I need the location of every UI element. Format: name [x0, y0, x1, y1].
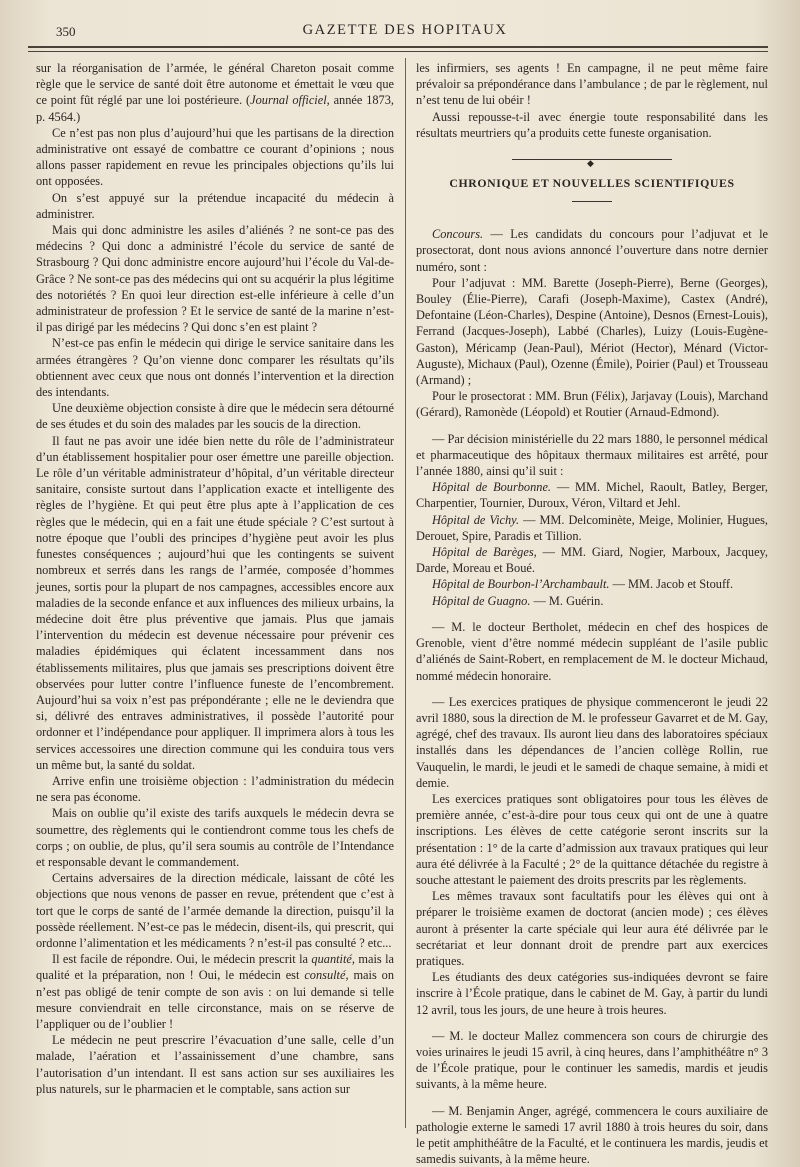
- text-run: les infirmiers, ses agents ! En campagne, il ne peut même faire prévaloir sa prépondérance dans l’ambulance ; de par le règlement, nul n’est tenu de lui obéir !: [416, 61, 768, 108]
- text-run: mais on n’est pas obligé de tenir compte de son avis : on lui demande si telle mesure conviendrait en telle circonstance, mais on se réserve de l’appliquer ou de l’oublier !: [36, 968, 394, 1031]
- italic-text: Hôpital de Barèges,: [432, 545, 537, 560]
- text-run: Arrive enfin une troisième objection : l’administration du médecin ne sera pas économe.: [36, 773, 394, 805]
- text-run: année 1873, p. 4564.): [36, 93, 394, 124]
- paragraph: [36, 400, 394, 432]
- text-run: sur la réorganisation de l’armée, le général Chareton posait comme règle que le service de santé doit être autonome et émettait le vœu que ce point fût réglé par une loi postérieure. (: [36, 61, 394, 108]
- paragraph: [36, 773, 394, 805]
- journal-title: GAZETTE DES HOPITAUX: [302, 22, 508, 38]
- news-items: [416, 226, 768, 1167]
- text-run: — MM. Giard, Nogier, Marboux, Jacquey, Darde, Moreau et Boué.: [416, 545, 769, 576]
- paragraph: [416, 479, 768, 511]
- paragraph: [36, 60, 394, 125]
- paragraph: [36, 870, 394, 951]
- text-run: — MM. Jacob et Stouff.: [609, 577, 734, 592]
- text-run: N’est-ce pas enfin le médecin qui dirige le service sanitaire dans les armées étrangères ? Qu’on vienne donc comparer les résultats qu’ils obtiennent avec ceux que nous ont donnés l’intervention et la direction des intendants.: [36, 336, 394, 400]
- paragraph: [416, 60, 768, 109]
- heading-rule: [572, 201, 612, 202]
- paragraph: [416, 888, 768, 969]
- text-run: On s’est appuyé sur la prétendue incapacité du médecin à administrer.: [36, 190, 394, 221]
- paragraph: [416, 275, 768, 388]
- text-run: Mais qui donc administre les asiles d’aliénés ? ne sont-ce pas des médecins ? Qui donc a administré l’école du service de santé de Strasbourg ? Qui donc administre encore aujourd’hui l’école du Val-de-Grâce ? Ne sont-ce pas des médecins qui ont su acquérir la plus légitime des notoriétés ? En quoi leur direction est-elle inférieure à celle d’un administrateur de profession ? Et le service de santé de la marine n’est-il pas dirigé par les médecins ? Qui donc s’en est plaint ?: [36, 223, 394, 335]
- italic-text: Hôpital de Bourbonne.: [432, 480, 552, 495]
- paragraph: [416, 1103, 768, 1167]
- page-header: [40, 20, 770, 42]
- paragraph: [416, 694, 768, 791]
- page-number: 350: [56, 24, 76, 39]
- text-run: mais la qualité et la préparation, non ! Oui, le médecin est: [36, 952, 394, 983]
- left-column: [36, 60, 394, 1097]
- text-run: — Les candidats du concours pour l’adjuvat et le prosectorat, dont nous avions annoncé l’ouverture dans notre dernier numéro, sont :: [416, 227, 768, 274]
- text-run: Pour l’adjuvat : MM. Barette (Joseph-Pierre), Berne (Georges), Bouley (Élie-Pierre), Carafi (Joseph-Maxime), Castex (André), Defontaine (Léon-Charles), Despine (Antoine), Desnos (Ernest-Louis), Ferrand (Jacques-Joseph), Labbé (Charles), Luizy (Louis-Eugène-Gaston), Méricamp (Jean-Paul), Mériot (Hector), Ménard (Victor-Auguste), Michaux (Paul), Ozenne (Émile), Poirier (Paul) et Trousseau (Armand) ;: [416, 275, 768, 388]
- text-run: — M. Guérin.: [530, 593, 604, 608]
- paragraph: [36, 805, 394, 870]
- section-heading: CHRONIQUE ET NOUVELLES SCIENTIFIQUES: [449, 176, 735, 191]
- column-divider: [405, 58, 406, 1128]
- paragraph: [36, 335, 394, 400]
- text-run: Le médecin ne peut prescrire l’évacuation d’une salle, celle d’un malade, l’aération et l’assainissement d’une chambre, sans l’autorisation d’un intendant. Il est sans action sur ses auxiliaires les plus naturels, sur le pharmacien et le comptable, sans action sur: [36, 1033, 394, 1096]
- text-run: — MM. Delcominète, Meige, Molinier, Hugues, Derouet, Spire, Paradis et Tillion.: [416, 512, 768, 543]
- text-run: — M. Benjamin Anger, agrégé, commencera le cours auxiliaire de pathologie externe le samedi 17 avril 1880 à trois heures du soir, dans le petit amphithéâtre de la Faculté, et le continuera les mardis, jeudis et samedis suivants, à la même heure.: [416, 1103, 768, 1167]
- text-run: Ce n’est pas non plus d’aujourd’hui que les partisans de la direction administrative ont essayé de combattre ce courant d’opinions ; nous allons passer rapidement en revue les principales objections qu’ils lui ont opposées.: [36, 125, 394, 189]
- paragraph: [416, 109, 768, 141]
- paragraph: [36, 1032, 394, 1097]
- italic-text: Journal officiel,: [250, 93, 330, 108]
- italic-text: Hôpital de Guagno.: [432, 593, 531, 608]
- italic-text: Hôpital de Bourbon-l’Archambault.: [432, 577, 610, 592]
- ornamental-divider: [416, 153, 768, 167]
- italic-text: Hôpital de Vichy.: [432, 512, 520, 527]
- text-run: Certains adversaires de la direction médicale, laissant de côté les objections que nous venons de passer en revue, prétendent que c’est à tort que le corps de santé de l’armée demande la direction, puisqu’il la possède réellement. N’est-ce pas le médecin, disent-ils, qui prescrit, qui ordonne l’alimentation et les médicaments ? n’est-il pas consulté ? etc...: [36, 871, 394, 950]
- text-run: — MM. Michel, Raoult, Batley, Berger, Charpentier, Tournier, Duroux, Véron, Viltard et Jehl.: [416, 480, 769, 511]
- right-column: [416, 60, 768, 1167]
- text-run: Aussi repousse-t-il avec énergie toute responsabilité dans les résultats meurtriers qu’a produits cette funeste organisation.: [416, 109, 768, 140]
- text-run: — M. le docteur Mallez commencera son cours de chirurgie des voies urinaires le jeudi 15 avril, à cinq heures, dans l’amphithéâtre n° 3 de l’École pratique, pour le continuer les samedis, mardis et jeudis suivants, à la même heure.: [416, 1028, 768, 1092]
- paragraph: [416, 969, 768, 1018]
- right-column-continuation: [416, 60, 768, 141]
- paragraph: [416, 512, 768, 544]
- text-run: Il est facile de répondre. Oui, le médecin prescrit la: [52, 952, 312, 967]
- paragraph: [36, 125, 394, 190]
- text-run: — Les exercices pratiques de physique commenceront le jeudi 22 avril 1880, sous la direction de M. le professeur Gavarret et de M. Gay, agrégé, chef des travaux. Ils auront lieu dans des laboratoires spéciaux installés dans les dépendances de l’ancien collège Rollin, rue Vauquelin, le mardi, le jeudi et le samedi de chaque semaine, à midi et demie.: [416, 694, 768, 790]
- text-run: Mais on oublie qu’il existe des tarifs auxquels le médecin devra se soumettre, des règlements qui le contiendront comme tous les chefs de corps ; on oublie, de plus, qu’il sera soumis au contrôle de l’Intendance et responsable devant le commandement.: [36, 806, 394, 869]
- text-run: Une deuxième objection consiste à dire que le médecin sera détourné de ses études et du soin des malades par les soucis de la direction.: [36, 401, 394, 432]
- paragraph: [416, 1028, 768, 1093]
- italic-text: quantité,: [311, 952, 355, 967]
- text-run: Les mêmes travaux sont facultatifs pour les élèves qui ont à préparer le troisième examen de doctorat (ancien mode) ; ces élèves auront à présenter la carte spéciale qui leur aura été délivrée par le secrétariat et leur donnant droit de prendre part aux exercices pratiques.: [416, 889, 768, 968]
- paragraph: [416, 226, 768, 275]
- paragraph: [36, 433, 394, 773]
- text-run: — M. le docteur Bertholet, médecin en chef des hospices de Grenoble, vient d’être nommé médecin suppléant de l’asile public d’aliénés de Saint-Robert, en remplacement de M. le docteur Michaud, nommé médecin honoraire.: [416, 619, 768, 683]
- paragraph: [36, 190, 394, 222]
- paragraph: [416, 544, 768, 576]
- paragraph: [416, 619, 768, 684]
- paragraph: [416, 791, 768, 888]
- header-rule-thin: [28, 51, 768, 52]
- text-run: Pour le prosectorat : MM. Brun (Félix), Jarjavay (Louis), Marchand (Gérard), Ramonède (Léopold) et Routier (Arnaud-Edmond).: [416, 389, 768, 420]
- paragraph: [36, 951, 394, 1032]
- paragraph: [36, 222, 394, 335]
- paragraph: [416, 388, 768, 420]
- italic-text: consulté,: [304, 968, 349, 983]
- italic-text: Concours.: [432, 227, 484, 242]
- ornament-diamond-icon: ◆: [587, 158, 594, 169]
- text-run: Les étudiants des deux catégories sus-indiquées devront se faire inscrire à l’École pratique, dans le cabinet de M. Gay, à partir du lundi 12 avril, tous les jours, de une heure à trois heures.: [416, 970, 768, 1017]
- paragraph: [416, 593, 768, 609]
- paragraph: [416, 431, 768, 480]
- text-run: — Par décision ministérielle du 22 mars 1880, le personnel médical et pharmaceutique des hôpitaux thermaux militaires est arrêté, pour l’année 1880, ainsi qu’il suit :: [416, 431, 768, 479]
- paragraph: [416, 576, 768, 592]
- text-run: Il faut ne pas avoir une idée bien nette du rôle de l’administrateur d’un établissement hospitalier pour oser émettre une pareille objection. Le rôle d’un véritable administrateur d’hôpital, d’un véritable directeur sanitaire, consiste surtout dans l’application exacte et intelligente des règles de l’hygiène. Et qui peut être plus apte à l’application de ces règles que le médecin, qui en a fait une étude spéciale ? C’est surtout à notre époque que l’oubli des principes d’hygiène peut avoir les plus funestes conséquences ; aujourd’hui que les contingents se suivent nombreux et serrés dans les rangs de l’armée, composée d’hommes jeunes, sortis pour la plupart de nos campagnes, accessibles encore aux maladies de la seconde enfance et aux influences des milieux urbains, la médecine doit être plus préventive que jamais. Plus que jamais l’intervention du médecin est devenue nécessaire pour prévenir ces maladies épidémiques qui éclatent incessamment dans nos établissements militaires, plus que jamais ses prescriptions doivent être observées pour lutter contre l’influence funeste de l’encombrement. Aujourd’hui sa voix n’est pas prépondérante ; elle ne le deviendra que si, délivré des entraves administratives, il possède l’autorité pour ordonner et l’indépendance pour appliquer. Il imprimera alors à tous les services accessoires une direction commune qui les conduira tous vers un même but, la santé du soldat.: [36, 433, 394, 772]
- header-rule-thick: [28, 46, 768, 48]
- text-run: Les exercices pratiques sont obligatoires pour tous les élèves de première année, c’est-à-dire pour tous ceux qui ont de une à quatre inscriptions. Les élèves de cette catégorie seront inscrits sur la présentation : 1° de la carte d’admission aux travaux pratiques qui leur aura été délivrée à la Faculté ; 2° de la quittance détachée du registre à souche attestant le paiement des droits prescrits par les règlements.: [416, 791, 768, 887]
